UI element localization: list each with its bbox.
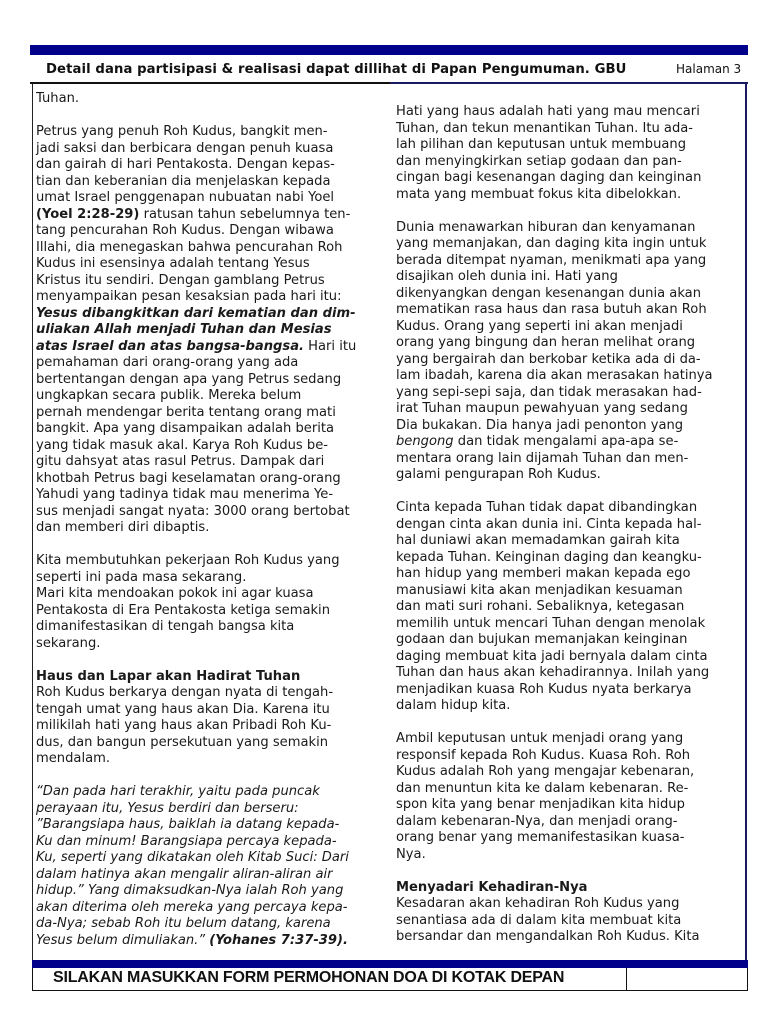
emphasis-statement: Yesus dibangkitkan dari kematian dan dim- uliakan Allah menjadi Tuhan dan Mesias atas Israel dan atas bangsa-bangsa. (36, 305, 356, 354)
heading-text: Menyadari Kehadiran-Nya (396, 879, 588, 895)
paragraph: Tuhan. (36, 91, 80, 106)
footer-banner (32, 968, 748, 991)
section-heading (36, 669, 386, 686)
paragraph: Kita membutuhkan pekerjaan Roh Kudus yang seperti ini pada masa sekarang. Mari kita mendoakan pokok ini agar kuasa Pentakosta di Era Pentakosta ketiga semakin dimanifestasikan di tengah bangsa kita sekarang. (36, 553, 340, 651)
text: Hari itu pemahaman dari orang-orang yang ada bertentangan dengan apa yang Petrus sedang ungkapkan secara publik. Mereka belum pernah mendengar berita tentang orang mati bangkit. Apa yang disampaikan adalah berita yang tidak masuk akal. Karya Roh Kudus be- gitu dahsyat atas rasul Petrus. Dampak dari khotbah Petrus bagi keselamatan orang-orang Yahudi yang tadinya tidak mau menerima Ye- sus menjadi sangat nyata: 3000 orang bertobat dan memberi diri dibaptis. (36, 338, 357, 535)
text: Petrus yang penuh Roh Kudus, bangkit men- jadi saksi dan berbicara dengan penuh kuasa dan gairah di hari Pentakosta. Dengan kepas- tian dan keberanian dia menjelaskan kepada umat Israel penggenapan nubuatan nabi Yoel (36, 124, 335, 205)
header-note: Detail dana partisipasi & realisasi dapat dillihat di Papan Pengumuman. GBU (46, 62, 627, 77)
italic-word: bengong (396, 434, 454, 449)
paragraph: Hati yang haus adalah hati yang mau mencari Tuhan, dan tekun menantikan Tuhan. Itu ada- lah pilihan dan keputusan untuk membuang dan menyingkirkan setiap godaan dan pan- cingan bagi kesenangan daging dan keinginan mata yang membuat fokus kita dibelokkan. (396, 104, 702, 202)
paragraph: Kesadaran akan kehadiran Roh Kudus yang senantiasa ada di dalam kita membuat kita bersandar dan mengandalkan Roh Kudus. Kita (396, 896, 700, 944)
left-column (36, 91, 386, 966)
paragraph (36, 124, 386, 537)
paragraph: Cinta kepada Tuhan tidak dapat dibandingkan dengan cinta akan dunia ini. Cinta kepada hal- hal duniawi akan memadamkan gairah kita kepada Tuhan. Keinginan daging dan keangku- han hidup yang memberi makan kepada ego manusiawi kita akan menjadikan kesuaman dan mati suri rohani. Sebaliknya, ketegasan memilih untuk mencari Tuhan dengan menolak godaan dan bujukan memanjakan keinginan daging membuat kita jadi bernyala dalam cinta Tuhan dan haus akan kehadirannya. Inilah yang menjadikan kuasa Roh Kudus nyata berkarya dalam hidup kita. (396, 500, 710, 713)
paragraph: Ambil keputusan untuk menjadi orang yang responsif kepada Roh Kudus. Kuasa Roh. Roh Kudus adalah Roh yang mengajar kebenaran, dan menuntun kita ke dalam kebenaran. Re- spon kita yang benar menjadikan kita hidup dalam kebenaran-Nya, dan menjadi orang- orang benar yang memanifestasikan kuasa- Nya. (396, 731, 695, 862)
bottom-accent-bar (32, 960, 748, 968)
paragraph: Roh Kudus berkarya dengan nyata di tengah- tengah umat yang haus akan Dia. Karena itu milikilah hati yang haus akan Pribadi Roh Ku- dus, dan bangun persekutuan yang semakin mendalam. (36, 685, 334, 766)
paragraph (396, 220, 748, 484)
top-accent-bar (30, 45, 748, 55)
section-heading (396, 880, 748, 897)
text: ratusan tahun sebelumnya ten- tang pencurahan Roh Kudus. Dengan wibawa Illahi, dia menegaskan bahwa pencurahan Roh Kudus ini esensinya adalah tentang Yesus Kristus itu sendiri. Dengan gamblang Petrus menyampaikan pesan kesaksian pada hari itu: (36, 206, 351, 304)
heading-text: Haus dan Lapar akan Hadirat Tuhan (36, 668, 301, 684)
text: dan tidak mengalami apa-apa se- mentara orang lain dijamah Tuhan dan men- galami pengurapan Roh Kudus. (396, 434, 689, 482)
footer-banner-cell (33, 968, 627, 990)
quote-text: “Dan pada hari terakhir, yaitu pada puncak perayaan itu, Yesus berdiri dan berseru: ”Barangsiapa haus, baiklah ia datang kepada- Ku dan minum! Barangsiapa percaya kepada- Ku, seperti yang dikatakan oleh Kitab Suci: Dari dalam hatinya akan mengalir aliran-aliran air hidup.” Yang dimaksudkan-Nya ialah Roh yang akan diterima oleh mereka yang percaya kepa- da-Nya; sebab Roh itu belum datang, karena Yesus belum dimuliakan.” (36, 784, 349, 948)
right-column (396, 104, 748, 962)
scripture-reference: (Yohanes 7:37-39). (209, 932, 348, 948)
scripture-reference: (Yoel 2:28-29) (36, 206, 140, 222)
text: Dunia menawarkan hiburan dan kenyamanan yang memanjakan, dan daging kita ingin untuk berada ditempat nyaman, menikmati apa yang disajikan oleh dunia ini. Hati yang dikenyangkan dengan kesenangan dunia akan mematikan rasa haus dan rasa butuh akan Roh Kudus. Orang yang seperti ini akan menjadi orang yang bingung dan heran melihat orang yang bergairah dan berkobar ketika ada di da- lam ibadah, karena dia akan merasakan hatinya yang sepi-sepi saja, dan tidak merasakan had- irat Tuhan maupun pewahyuan yang sedang Dia bukakan. Dia hanya jadi penonton yang (396, 219, 713, 433)
scripture-quote (36, 784, 386, 949)
page-number: Halaman 3 (676, 62, 742, 76)
footer-banner-text: SILAKAN MASUKKAN FORM PERMOHONAN DOA DI KOTAK DEPAN (53, 969, 565, 986)
